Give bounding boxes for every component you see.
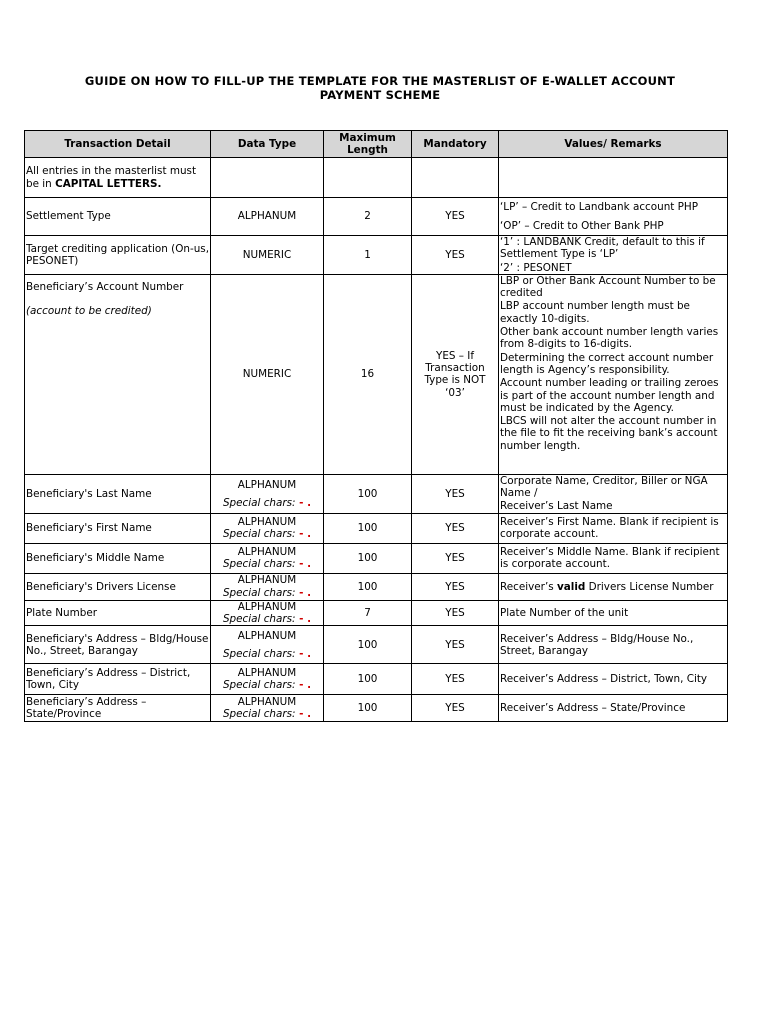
detail-cell: Plate Number: [25, 600, 211, 626]
detail-cell: [25, 158, 211, 198]
remarks-cell: [499, 236, 728, 275]
remark-line: LBCS will not alter the account number in the file to fit the receiving bank’s account number length.: [500, 415, 718, 452]
header-max-line1: Maximum: [339, 131, 396, 144]
special-chars-label: Special chars:: [222, 558, 296, 571]
remarks-cell: [499, 600, 728, 626]
remark-line: ‘2’ : PESONET: [500, 261, 572, 274]
mandatory-cell: YES: [412, 198, 499, 236]
detail-cell: Beneficiary's Middle Name: [25, 543, 211, 573]
type-text: ALPHANUM: [237, 696, 297, 709]
header-data-type: Data Type: [211, 131, 324, 158]
special-chars-label: Special chars:: [222, 647, 296, 660]
detail-bold: CAPITAL LETTERS.: [55, 177, 162, 190]
length-cell: 16: [324, 274, 412, 474]
guide-table: [24, 130, 728, 722]
empty-cell: [324, 158, 412, 198]
remark-text: Receiver’s: [500, 580, 557, 593]
header-maximum-length: [324, 131, 412, 158]
type-cell: NUMERIC: [211, 236, 324, 275]
type-cell: [211, 474, 324, 513]
special-chars-label: Special chars:: [222, 528, 296, 541]
type-text: ALPHANUM: [237, 574, 297, 587]
detail-cell: Beneficiary’s Address – District, Town, City: [25, 664, 211, 695]
mandatory-cell: YES: [412, 695, 499, 722]
length-cell: 2: [324, 198, 412, 236]
header-transaction-detail: Transaction Detail: [25, 131, 211, 158]
mandatory-cell: YES: [412, 573, 499, 600]
title-line-1: GUIDE ON HOW TO FILL-UP THE TEMPLATE FOR THE MASTERLIST OF E-WALLET ACCOUNT: [84, 74, 676, 88]
special-chars-label: Special chars:: [222, 679, 296, 692]
header-row: [25, 131, 728, 158]
empty-cell: [412, 158, 499, 198]
mandatory-cell: YES: [412, 543, 499, 573]
detail-note: (account to be credited): [26, 305, 152, 318]
length-cell: 100: [324, 474, 412, 513]
table-row: [25, 695, 728, 722]
table-row: [25, 626, 728, 664]
type-text: ALPHANUM: [237, 667, 297, 680]
type-text: ALPHANUM: [237, 629, 297, 642]
table-row: [25, 573, 728, 600]
special-chars-value: - .: [295, 708, 312, 721]
detail-cell: Beneficiary's Last Name: [25, 474, 211, 513]
type-cell: [211, 695, 324, 722]
remarks-cell: [499, 573, 728, 600]
remark-line: Account number leading or trailing zeroes is part of the account number length and must be indicated by the Agency.: [500, 377, 719, 414]
remark-line: Other bank account number length varies from 8-digits to 16-digits.: [500, 326, 719, 351]
remarks-cell: [499, 198, 728, 236]
empty-cell: [211, 158, 324, 198]
special-chars-label: Special chars:: [222, 708, 296, 721]
detail-cell: Beneficiary's Drivers License: [25, 573, 211, 600]
length-cell: 100: [324, 513, 412, 543]
length-cell: 100: [324, 543, 412, 573]
length-cell: 7: [324, 600, 412, 626]
type-cell: [211, 513, 324, 543]
special-chars-value: - .: [295, 647, 312, 660]
special-chars-value: - .: [295, 496, 312, 509]
empty-cell: [499, 158, 728, 198]
special-chars-label: Special chars:: [222, 613, 296, 626]
remark-line: [500, 581, 726, 593]
length-cell: 100: [324, 695, 412, 722]
header-values-remarks: Values/ Remarks: [499, 131, 728, 158]
special-chars-value: - .: [295, 558, 312, 571]
table-row: [25, 600, 728, 626]
table-row: [25, 274, 728, 474]
table-row: [25, 543, 728, 573]
remarks-cell: [499, 664, 728, 695]
remark-line: ‘LP’ – Credit to Landbank account PHP: [500, 200, 698, 213]
remark-line: LBP account number length must be exactly 10-digits.: [500, 300, 690, 325]
remark-line: Receiver’s Address – Bldg/House No., Street, Barangay: [500, 632, 694, 657]
special-chars-label: Special chars:: [222, 586, 296, 599]
type-cell: [211, 543, 324, 573]
remark-line: LBP or Other Bank Account Number to be credited: [500, 274, 716, 300]
remark-line: Receiver’s Last Name: [500, 500, 613, 513]
remark-line: ‘1’ : LANDBANK Credit, default to this if Settlement Type is ‘LP’: [500, 236, 705, 261]
mandatory-cell: YES: [412, 626, 499, 664]
type-cell: ALPHANUM: [211, 198, 324, 236]
table-row: [25, 474, 728, 513]
remark-line: Receiver’s Address – State/Province: [500, 702, 686, 715]
detail-text: Beneficiary’s Account Number: [26, 280, 184, 293]
detail-cell: Beneficiary’s Address – State/Province: [25, 695, 211, 722]
remark-line: Plate Number of the unit: [500, 606, 629, 619]
remark-line: ‘OP’ – Credit to Other Bank PHP: [500, 220, 664, 232]
remark-text: Drivers License Number: [585, 580, 714, 593]
remark-line: Receiver’s Address – District, Town, City: [500, 673, 708, 686]
remarks-cell: [499, 274, 728, 474]
mandatory-cell: YES – If Transaction Type is NOT ‘03’: [412, 274, 499, 474]
title-line-2: PAYMENT SCHEME: [319, 88, 441, 102]
table-row: [25, 236, 728, 275]
type-text: ALPHANUM: [237, 478, 297, 491]
remarks-cell: [499, 474, 728, 513]
mandatory-cell: YES: [412, 513, 499, 543]
mandatory-cell: YES: [412, 600, 499, 626]
type-cell: [211, 600, 324, 626]
mandatory-cell: YES: [412, 664, 499, 695]
type-cell: NUMERIC: [211, 274, 324, 474]
detail-cell: Settlement Type: [25, 198, 211, 236]
type-text: ALPHANUM: [237, 515, 297, 528]
header-mandatory: Mandatory: [412, 131, 499, 158]
type-cell: [211, 664, 324, 695]
length-cell: 100: [324, 573, 412, 600]
detail-cell: Beneficiary's First Name: [25, 513, 211, 543]
detail-cell: [25, 274, 211, 474]
special-chars-value: - .: [295, 613, 312, 626]
page-title: [30, 74, 730, 102]
detail-text: All entries in the masterlist must be in: [26, 165, 197, 190]
mandatory-cell: YES: [412, 236, 499, 275]
length-cell: 100: [324, 664, 412, 695]
mandatory-cell: YES: [412, 474, 499, 513]
table-row: [25, 513, 728, 543]
table-row: [25, 158, 728, 198]
special-chars-value: - .: [295, 586, 312, 599]
special-chars-label: Special chars:: [222, 496, 296, 509]
remark-line: Receiver’s First Name. Blank if recipient is corporate account.: [500, 515, 719, 541]
type-text: ALPHANUM: [237, 600, 297, 613]
table-row: [25, 664, 728, 695]
table-row: [25, 198, 728, 236]
remark-line: Receiver’s Middle Name. Blank if recipient is corporate account.: [500, 545, 720, 571]
type-text: ALPHANUM: [237, 545, 297, 558]
length-cell: 1: [324, 236, 412, 275]
length-cell: 100: [324, 626, 412, 664]
type-cell: [211, 573, 324, 600]
remarks-cell: [499, 513, 728, 543]
special-chars-value: - .: [295, 528, 312, 541]
remarks-cell: [499, 695, 728, 722]
remarks-cell: [499, 543, 728, 573]
detail-cell: Target crediting application (On-us, PESONET): [25, 236, 211, 275]
detail-cell: Beneficiary's Address – Bldg/House No., Street, Barangay: [25, 626, 211, 664]
special-chars-value: - .: [295, 679, 312, 692]
remark-line: Determining the correct account number length is Agency’s responsibility.: [500, 351, 714, 376]
type-cell: [211, 626, 324, 664]
header-max-line2: Length: [347, 144, 388, 156]
remarks-cell: [499, 626, 728, 664]
remark-bold: valid: [556, 580, 586, 593]
remark-line: Corporate Name, Creditor, Biller or NGA Name /: [500, 474, 708, 500]
